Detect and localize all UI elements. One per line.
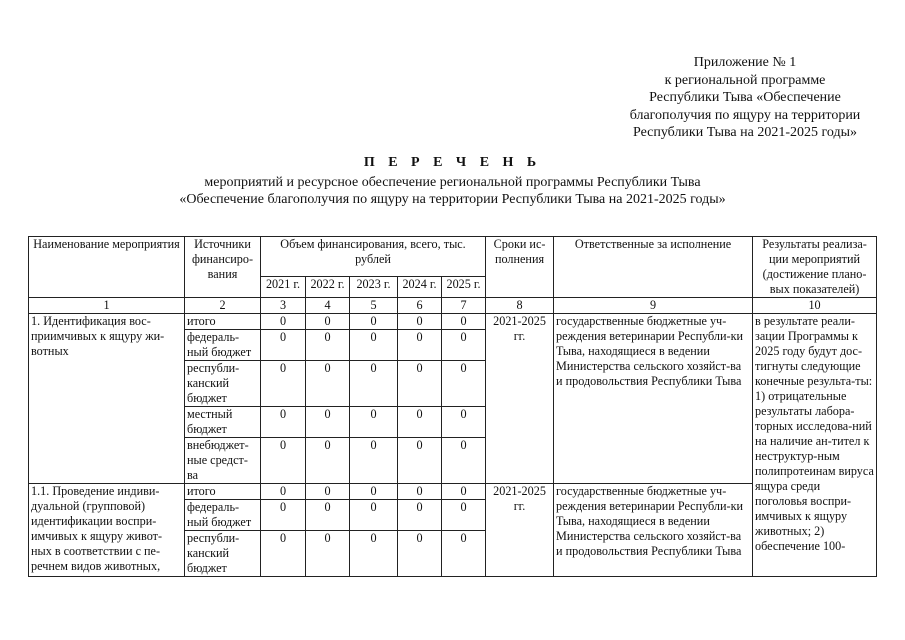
column-number: 4 xyxy=(306,298,350,314)
funding-value: 0 xyxy=(306,484,350,500)
measure-term: 2021-2025 гг. xyxy=(486,484,554,577)
column-number: 2 xyxy=(185,298,261,314)
funding-source: республи-канский бюджет xyxy=(185,361,261,407)
funding-value: 0 xyxy=(306,438,350,484)
document-title: П Е Р Е Ч Е Н Ь xyxy=(363,155,542,170)
funding-value: 0 xyxy=(350,531,398,577)
funding-value: 0 xyxy=(306,407,350,438)
appendix-line: Республики Тыва «Обеспечение xyxy=(649,90,841,105)
header-year: 2024 г. xyxy=(398,277,442,298)
measures-table xyxy=(28,236,877,577)
column-numbers-row xyxy=(29,298,877,314)
funding-value: 0 xyxy=(350,407,398,438)
header-year: 2021 г. xyxy=(261,277,306,298)
column-number: 8 xyxy=(486,298,554,314)
document-subtitle xyxy=(0,174,905,208)
appendix-line: Приложение № 1 xyxy=(693,55,797,70)
funding-value: 0 xyxy=(442,484,486,500)
measure-result: в результате реали-зации Программы к 2025 году будут дос-тигнуты следующие конечные результа-ты: 1) отрицательные результаты лабора-торных исследова-ний на наличие ан-тител к неструктур-ным полипротеинам вируса ящура среди поголовья воспри-имчивых к ящуру животных; 2) обеспечение 100- xyxy=(753,314,877,577)
measure-name: 1. Идентификация вос-приимчивых к ящуру жи-вотных xyxy=(29,314,185,484)
funding-value: 0 xyxy=(398,330,442,361)
funding-value: 0 xyxy=(306,314,350,330)
funding-value: 0 xyxy=(261,438,306,484)
appendix-line: Республики Тыва на 2021-2025 годы» xyxy=(632,125,858,140)
funding-value: 0 xyxy=(306,531,350,577)
header-terms: Сроки ис-полнения xyxy=(486,237,554,298)
header-year: 2025 г. xyxy=(442,277,486,298)
funding-source: итого xyxy=(185,484,261,500)
funding-source: федераль-ный бюджет xyxy=(185,330,261,361)
funding-value: 0 xyxy=(261,500,306,531)
column-number: 5 xyxy=(350,298,398,314)
funding-source: республи-канский бюджет xyxy=(185,531,261,577)
funding-value: 0 xyxy=(442,361,486,407)
funding-value: 0 xyxy=(261,407,306,438)
column-number: 7 xyxy=(442,298,486,314)
header-responsible: Ответственные за исполнение xyxy=(554,237,753,298)
table-row xyxy=(29,314,877,330)
subtitle-line: мероприятий и ресурсное обеспечение региональной программы Республики Тыва xyxy=(204,175,701,190)
measure-term: 2021-2025 гг. xyxy=(486,314,554,484)
funding-source: федераль-ный бюджет xyxy=(185,500,261,531)
appendix-line: к региональной программе xyxy=(664,72,826,88)
funding-value: 0 xyxy=(261,361,306,407)
measure-responsible: государственные бюджетные уч-реждения ветеринарии Республи-ки Тыва, находящиеся в ведении Министерства сельского хозяйст-ва и продовольствия Республики Тыва xyxy=(554,484,753,577)
funding-value: 0 xyxy=(350,484,398,500)
funding-value: 0 xyxy=(442,531,486,577)
column-number: 6 xyxy=(398,298,442,314)
funding-value: 0 xyxy=(350,361,398,407)
funding-value: 0 xyxy=(398,531,442,577)
column-number: 3 xyxy=(261,298,306,314)
column-number: 9 xyxy=(554,298,753,314)
funding-value: 0 xyxy=(306,500,350,531)
header-name: Наименование мероприятия xyxy=(29,237,185,298)
funding-value: 0 xyxy=(398,361,442,407)
funding-value: 0 xyxy=(442,500,486,531)
funding-value: 0 xyxy=(261,330,306,361)
funding-value: 0 xyxy=(398,500,442,531)
funding-source: внебюджет-ные средст-ва xyxy=(185,438,261,484)
header-year: 2023 г. xyxy=(350,277,398,298)
column-number: 10 xyxy=(753,298,877,314)
funding-value: 0 xyxy=(442,314,486,330)
subtitle-line: «Обеспечение благополучия по ящуру на территории Республики Тыва на 2021-2025 годы» xyxy=(179,192,726,207)
funding-value: 0 xyxy=(398,438,442,484)
funding-value: 0 xyxy=(261,314,306,330)
header-year: 2022 г. xyxy=(306,277,350,298)
funding-value: 0 xyxy=(306,330,350,361)
measure-name: 1.1. Проведение индиви-дуальной (групповой) идентификации воспри-имчивых к ящуру живот-ных в соответствии с пе-речнем видов животных, xyxy=(29,484,185,577)
funding-source: местный бюджет xyxy=(185,407,261,438)
funding-value: 0 xyxy=(442,407,486,438)
header-volume: Объем финансирования, всего, тыс. рублей xyxy=(261,237,486,277)
funding-value: 0 xyxy=(398,484,442,500)
funding-value: 0 xyxy=(350,314,398,330)
funding-value: 0 xyxy=(261,531,306,577)
column-number: 1 xyxy=(29,298,185,314)
funding-value: 0 xyxy=(350,500,398,531)
appendix-line: благополучия по ящуру на территории xyxy=(629,107,861,123)
header-results: Результаты реализа-ции мероприятий (достижение плано-вых показателей) xyxy=(753,237,877,298)
table-row xyxy=(29,484,877,500)
appendix-block xyxy=(600,54,890,142)
funding-value: 0 xyxy=(261,484,306,500)
funding-value: 0 xyxy=(350,438,398,484)
header-sources: Источники финансиро-вания xyxy=(185,237,261,298)
funding-value: 0 xyxy=(442,438,486,484)
funding-value: 0 xyxy=(306,361,350,407)
table-header-row xyxy=(29,237,877,277)
measure-responsible: государственные бюджетные уч-реждения ветеринарии Республи-ки Тыва, находящиеся в ведении Министерства сельского хозяйст-ва и продовольствия Республики Тыва xyxy=(554,314,753,484)
funding-value: 0 xyxy=(442,330,486,361)
funding-source: итого xyxy=(185,314,261,330)
funding-value: 0 xyxy=(398,314,442,330)
funding-value: 0 xyxy=(350,330,398,361)
funding-value: 0 xyxy=(398,407,442,438)
